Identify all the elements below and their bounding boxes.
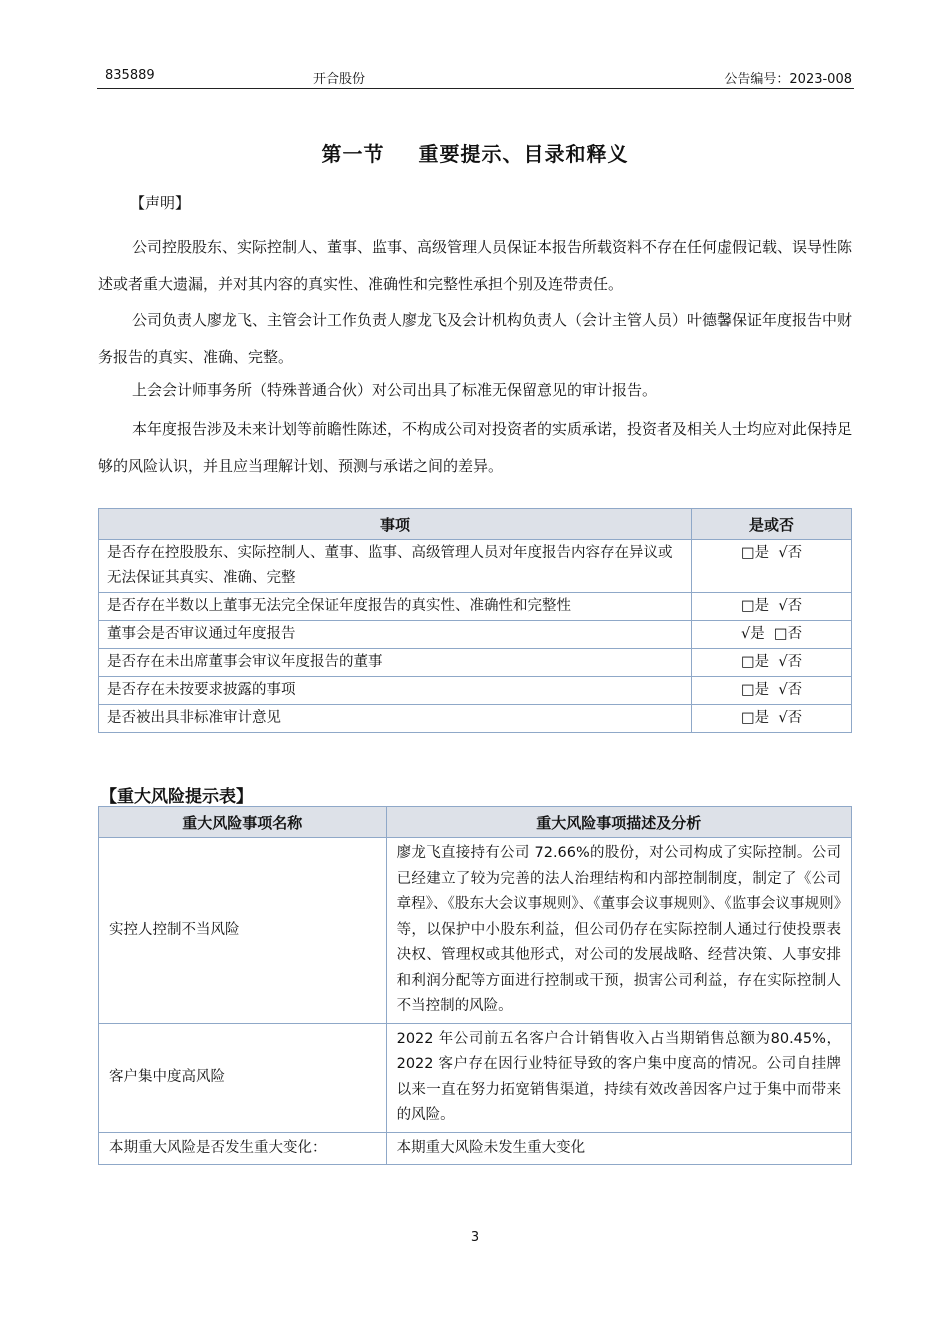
section-title — [0, 138, 950, 167]
matter-item: 是否存在控股股东、实际控制人、董事、监事、高级管理人员对年度报告内容存在异议或无法保证其真实、准确、完整 — [99, 540, 692, 593]
declaration-paragraph-2: 公司负责人廖龙飞、主管会计工作负责人廖龙飞及会计机构负责人（会计主管人员）叶德馨保证年度报告中财务报告的真实、准确、完整。 — [98, 311, 853, 366]
page-header — [97, 68, 854, 89]
matter-answer: □是 √否 — [692, 705, 852, 733]
matter-answer: □是 √否 — [692, 540, 852, 593]
table-row — [99, 621, 852, 649]
table-header-row — [99, 509, 852, 540]
table-row — [99, 1132, 852, 1165]
table-row — [99, 593, 852, 621]
matter-item: 董事会是否审议通过年度报告 — [99, 621, 692, 649]
notice-number: 公告编号：2023-008 — [724, 72, 852, 87]
risk-change-label: 本期重大风险是否发生重大变化： — [99, 1132, 387, 1165]
table-header-row — [99, 807, 852, 838]
table-row — [99, 649, 852, 677]
declaration-label: 【声明】 — [130, 194, 191, 212]
table-row — [99, 1023, 852, 1132]
risk-table — [98, 806, 852, 1165]
matter-item: 是否存在半数以上董事无法完全保证年度报告的真实性、准确性和完整性 — [99, 593, 692, 621]
column-header-risk-name: 重大风险事项名称 — [99, 807, 387, 838]
company-name: 开合股份 — [313, 72, 366, 87]
risk-name: 实控人控制不当风险 — [99, 838, 387, 1024]
matter-answer: √是 □否 — [692, 621, 852, 649]
table-row — [99, 838, 852, 1024]
page-number: 3 — [470, 1230, 480, 1245]
matter-item: 是否存在未按要求披露的事项 — [99, 677, 692, 705]
matter-answer: □是 √否 — [692, 649, 852, 677]
column-header-risk-desc: 重大风险事项描述及分析 — [386, 807, 851, 838]
risk-description: 2022 年公司前五名客户合计销售收入占当期销售总额为80.45%，2022 客户存在因行业特征导致的客户集中度高的情况。公司自挂牌以来一直在努力拓宽销售渠道，持续有效改善因客户过于集中而带来的风险。 — [386, 1023, 851, 1132]
matter-answer: □是 √否 — [692, 593, 852, 621]
declaration-paragraph-1: 公司控股股东、实际控制人、董事、监事、高级管理人员保证本报告所载资料不存在任何虚假记载、误导性陈述或者重大遗漏，并对其内容的真实性、准确性和完整性承担个别及连带责任。 — [98, 238, 853, 293]
column-header-answer: 是或否 — [692, 509, 852, 540]
matter-item: 是否被出具非标准审计意见 — [99, 705, 692, 733]
declaration-paragraph-4: 本年度报告涉及未来计划等前瞻性陈述，不构成公司对投资者的实质承诺，投资者及相关人士均应对此保持足够的风险认识，并且应当理解计划、预测与承诺之间的差异。 — [98, 420, 853, 475]
table-row — [99, 677, 852, 705]
section-heading: 重要提示、目录和释义 — [418, 142, 629, 166]
declaration-paragraph-3: 上会会计师事务所（特殊普通合伙）对公司出具了标准无保留意见的审计报告。 — [132, 381, 658, 399]
risk-change-value: 本期重大风险未发生重大变化 — [386, 1132, 851, 1165]
risk-name: 客户集中度高风险 — [99, 1023, 387, 1132]
matters-table — [98, 508, 852, 733]
column-header-item: 事项 — [99, 509, 692, 540]
matter-item: 是否存在未出席董事会审议年度报告的董事 — [99, 649, 692, 677]
risk-description: 廖龙飞直接持有公司 72.66%的股份，对公司构成了实际控制。公司已经建立了较为完善的法人治理结构和内部控制制度，制定了《公司章程》、《股东大会议事规则》、《董事会议事规则》、《监事会议事规则》等，以保护中小股东利益，但公司仍存在实际控制人通过行使投票表决权、管理权或其他形式，对公司的发展战略、经营决策、人事安排和利润分配等方面进行控制或干预，损害公司利益，存在实际控制人不当控制的风险。 — [386, 838, 851, 1024]
table-row — [99, 540, 852, 593]
table-row — [99, 705, 852, 733]
risk-table-heading: 【重大风险提示表】 — [100, 787, 253, 807]
stock-code: 835889 — [105, 68, 155, 83]
matter-answer: □是 √否 — [692, 677, 852, 705]
section-number: 第一节 — [321, 142, 385, 166]
